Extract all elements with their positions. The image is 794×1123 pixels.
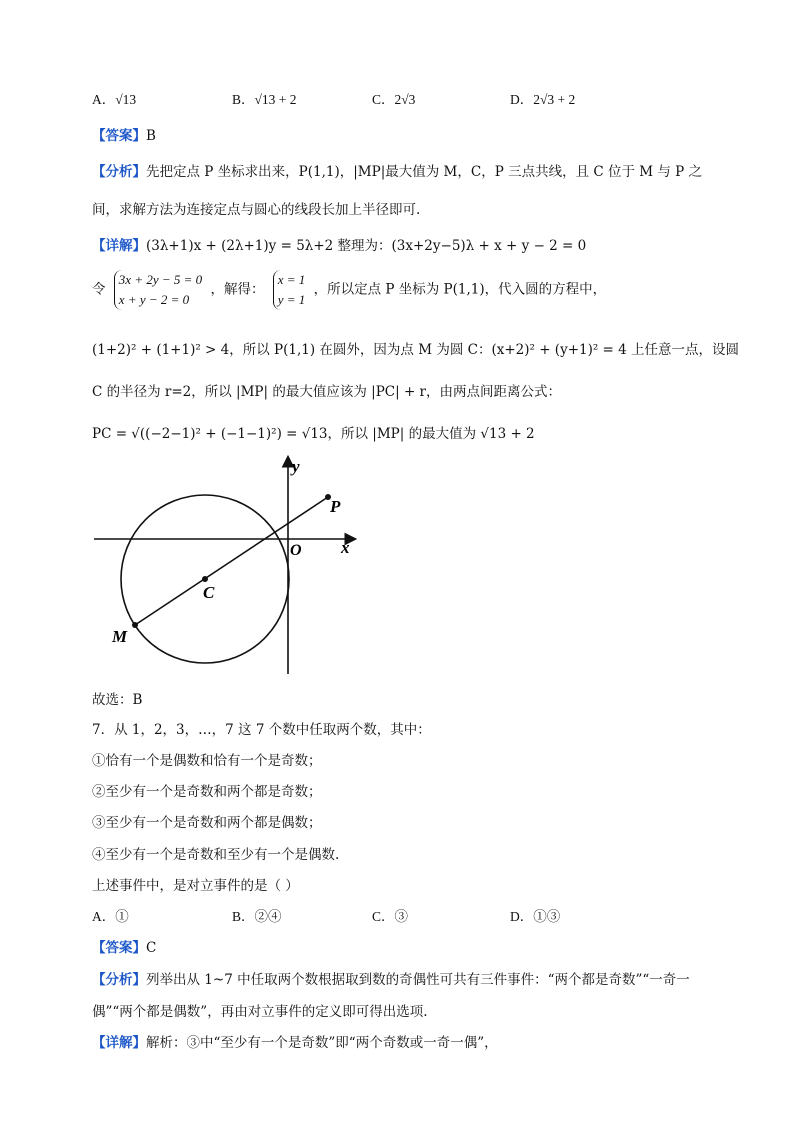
q7-option-d: D．①③ bbox=[510, 909, 561, 924]
q6-detail-line-3: (1+2)² + (1+1)² > 4，所以 P(1,1) 在圆外，因为点 M 为圆 C：(x+2)² + (y+1)² = 4 上任意一点，设圆 bbox=[92, 342, 740, 358]
q7-detail-line-1 bbox=[92, 1031, 498, 1051]
q7-item-3: ③至少有一个是奇数和两个都是偶数； bbox=[92, 815, 322, 831]
equation-system-2 bbox=[273, 270, 306, 310]
q7-option-b: B．②④ bbox=[232, 909, 282, 924]
point-c bbox=[202, 576, 208, 582]
analysis-text: 先把定点 P 坐标求出来，P(1,1)，|MP|最大值为 M，C，P 三点共线，且 C 位于 M 与 P 之 bbox=[146, 164, 703, 180]
label-m: M bbox=[112, 627, 128, 646]
answer-tag: 【答案】 bbox=[92, 128, 146, 144]
label-c: C bbox=[203, 583, 215, 602]
equation-system-1 bbox=[114, 270, 202, 310]
q6-answer-line bbox=[92, 124, 156, 144]
q6-option-d: D．2√3 + 2 bbox=[510, 92, 576, 107]
q6-analysis-line-1 bbox=[92, 160, 702, 180]
q7-analysis-line-1 bbox=[92, 968, 690, 988]
analysis-tag: 【分析】 bbox=[92, 972, 146, 988]
q7-stem: 7．从 1，2，3，…，7 这 7 个数中任取两个数，其中： bbox=[92, 722, 431, 738]
let-word: 令 bbox=[92, 281, 106, 298]
q7-option-c: C．③ bbox=[372, 909, 409, 924]
equation: 3x + 2y − 5 = 0 bbox=[118, 272, 203, 287]
answer-value: B bbox=[146, 128, 156, 144]
detail-tag: 【详解】 bbox=[92, 238, 146, 254]
equation: x + y − 2 = 0 bbox=[118, 292, 190, 307]
answer-value: C bbox=[146, 940, 157, 956]
point-m bbox=[132, 622, 138, 628]
q7-question: 上述事件中，是对立事件的是（ ） bbox=[92, 878, 299, 894]
label-y: y bbox=[292, 457, 300, 476]
detail-tag: 【详解】 bbox=[92, 1035, 146, 1051]
q6-option-b: B．√13 + 2 bbox=[232, 92, 297, 107]
q7-item-4: ④至少有一个是奇数和至少有一个是偶数. bbox=[92, 847, 340, 863]
equation: y = 1 bbox=[277, 292, 306, 307]
q6-option-a: A．√13 bbox=[92, 92, 137, 107]
analysis-text: 列举出从 1~7 中任取两个数根据取到数的奇偶性可共有三件事件：“两个都是奇数”“一奇一 bbox=[146, 972, 690, 988]
q6-conclusion: 故选：B bbox=[92, 692, 143, 708]
detail-text: 解析：③中“至少有一个是奇数”即“两个奇数或一奇一偶”， bbox=[146, 1035, 498, 1051]
q7-answer-line bbox=[92, 936, 156, 956]
q7-item-2: ②至少有一个是奇数和两个都是奇数； bbox=[92, 784, 322, 800]
q6-detail-line-1 bbox=[92, 234, 586, 254]
q6-detail-line-4: C 的半径为 r=2，所以 |MP| 的最大值应该为 |PC| + r，由两点间距离公式： bbox=[92, 384, 561, 400]
detail-text: ，所以定点 P 坐标为 P(1,1)，代入圆的方程中， bbox=[313, 281, 607, 298]
answer-tag: 【答案】 bbox=[92, 940, 146, 956]
q7-option-a: A．① bbox=[92, 909, 129, 924]
solve-word: ，解得： bbox=[210, 281, 265, 298]
label-x: x bbox=[341, 538, 350, 557]
label-o: O bbox=[290, 542, 302, 559]
q6-analysis-line-2: 间，求解方法为连接定点与圆心的线段长加上半径即可. bbox=[92, 202, 421, 218]
q6-detail-line-5: PC = √((−2−1)² + (−1−1)²) = √13，所以 |MP| 的最大值为 √13 + 2 bbox=[92, 426, 535, 442]
analysis-tag: 【分析】 bbox=[92, 164, 146, 180]
segment-mp bbox=[135, 497, 328, 625]
equation: x = 1 bbox=[277, 272, 306, 287]
q7-analysis-line-2: 偶”“两个都是偶数”，再由对立事件的定义即可得出选项. bbox=[92, 1004, 428, 1020]
geometry-figure bbox=[88, 452, 368, 678]
q6-option-c: C．2√3 bbox=[372, 92, 416, 107]
q6-detail-line-2 bbox=[92, 270, 606, 310]
q7-item-1: ①恰有一个是偶数和恰有一个是奇数； bbox=[92, 753, 322, 769]
label-p: P bbox=[330, 497, 341, 516]
detail-text: (3λ+1)x + (2λ+1)y = 5λ+2 整理为：(3x+2y−5)λ + x + y − 2 = 0 bbox=[146, 238, 587, 254]
